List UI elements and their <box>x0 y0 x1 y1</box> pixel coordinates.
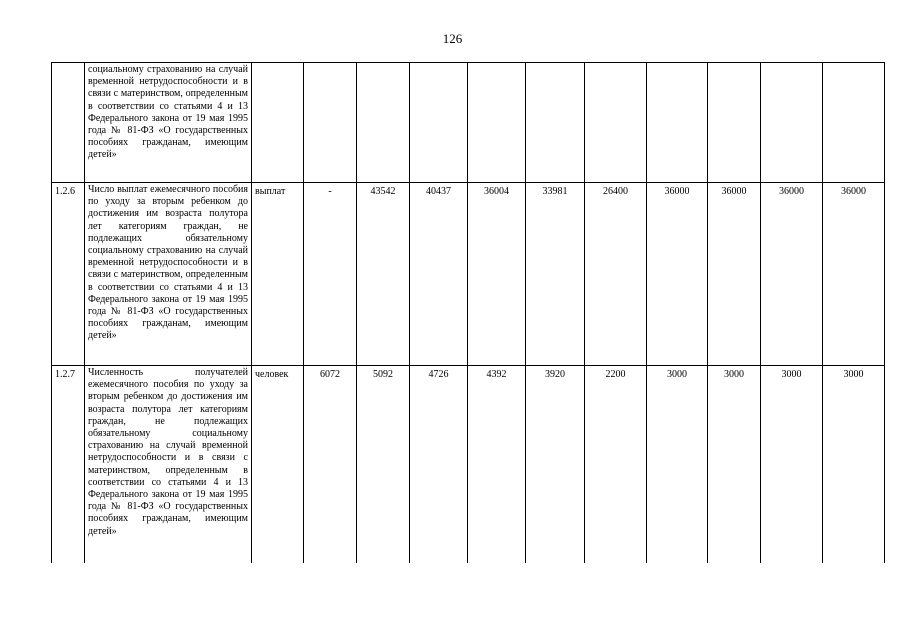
value-cell: - <box>304 183 357 366</box>
table-row <box>52 366 885 563</box>
value-cell: 36000 <box>823 183 885 366</box>
value-cell <box>647 63 708 183</box>
row-description: Число выплат ежемесячного пособия по уходу за вторым ребенком до достижения им возраста полутора лет категориям граждан, не подлежащих обязательному социальному страхованию на случай временной нетрудоспособности и в связи с материнством, определенным в соответствии со статьями 4 и 13 Федерального закона от 19 мая 1995 года № 81-ФЗ «О государственных пособиях гражданам, имеющим детей» <box>85 183 252 366</box>
value-cell: 36004 <box>468 183 526 366</box>
table-row <box>52 183 885 366</box>
row-unit <box>252 63 304 183</box>
value-cell <box>304 63 357 183</box>
value-cell <box>357 63 410 183</box>
value-cell <box>468 63 526 183</box>
value-cell: 3920 <box>526 366 585 563</box>
table-row <box>52 63 885 183</box>
value-cell: 33981 <box>526 183 585 366</box>
value-cell <box>708 63 761 183</box>
value-cell: 36000 <box>708 183 761 366</box>
row-code <box>52 63 85 183</box>
row-description: Численность получателей ежемесячного пособия по уходу за вторым ребенком до достижения им возраста полутора лет категориям граждан, не подлежащих обязательному социальному страхованию на случай временной нетрудоспособности и в связи с материнством, определенным в соответствии со статьями 4 и 13 Федерального закона от 19 мая 1995 года № 81-ФЗ «О государственных пособиях гражданам, имеющим детей» <box>85 366 252 563</box>
value-cell: 3000 <box>823 366 885 563</box>
row-code: 1.2.6 <box>52 183 85 366</box>
row-unit: выплат <box>252 183 304 366</box>
value-cell: 2200 <box>585 366 647 563</box>
value-cell <box>410 63 468 183</box>
page-number: 126 <box>442 31 463 46</box>
row-code: 1.2.7 <box>52 366 85 563</box>
value-cell: 4726 <box>410 366 468 563</box>
value-cell: 6072 <box>304 366 357 563</box>
value-cell <box>585 63 647 183</box>
value-cell <box>823 63 885 183</box>
value-cell: 26400 <box>585 183 647 366</box>
row-description: социальному страхованию на случай временной нетрудоспособности и в связи с материнством, определенным в соответствии со статьями 4 и 13 Федерального закона от 19 мая 1995 года № 81-ФЗ «О государственных пособиях гражданам, имеющим детей» <box>85 63 252 183</box>
value-cell <box>761 63 823 183</box>
value-cell: 36000 <box>647 183 708 366</box>
value-cell: 3000 <box>708 366 761 563</box>
value-cell: 40437 <box>410 183 468 366</box>
indicators-table <box>51 62 885 563</box>
value-cell: 4392 <box>468 366 526 563</box>
value-cell: 43542 <box>357 183 410 366</box>
value-cell: 3000 <box>647 366 708 563</box>
value-cell: 5092 <box>357 366 410 563</box>
row-unit: человек <box>252 366 304 563</box>
value-cell <box>526 63 585 183</box>
value-cell: 36000 <box>761 183 823 366</box>
value-cell: 3000 <box>761 366 823 563</box>
